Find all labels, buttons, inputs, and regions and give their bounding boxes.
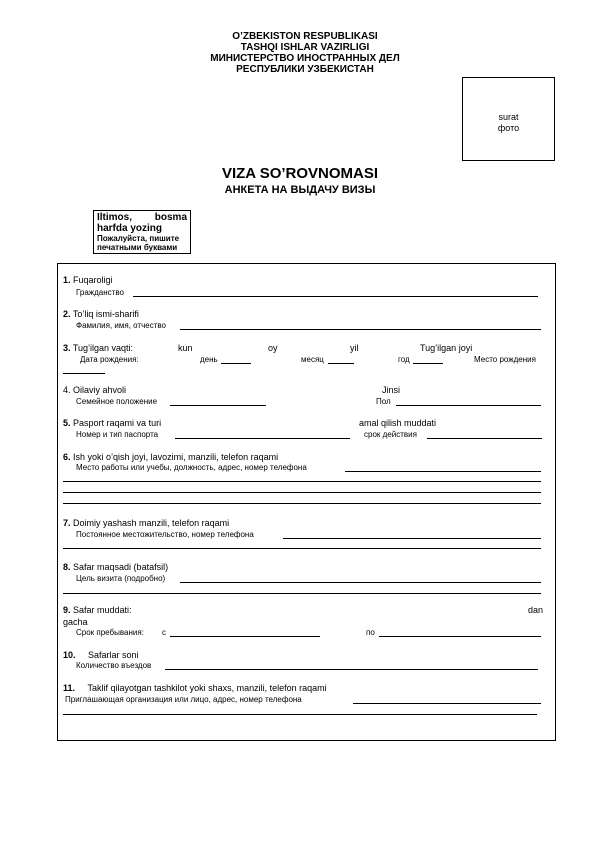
field-9-from-uz: dan — [528, 605, 544, 615]
field-11-number: 11. — [63, 683, 76, 693]
field-8-number: 8. — [63, 562, 71, 572]
field-5-label — [63, 418, 161, 428]
field-3-day-ru: день — [200, 355, 218, 364]
field-6-number: 6. — [63, 452, 71, 462]
notice-ru: Пожалуйста, пишите печатными буквами — [97, 234, 180, 252]
field-11-uz: Taklif qilayotgan tashkilot yoki shaxs, manzili, telefon raqami — [87, 683, 327, 693]
field-1-ru: Гражданство — [76, 288, 124, 297]
field-5-uz: Pasport raqami va turi — [73, 418, 162, 428]
field-3-month-uz: oy — [268, 343, 278, 353]
field-4-number: 4. — [63, 385, 71, 395]
field-5-number: 5. — [63, 418, 71, 428]
field-1-number: 1. — [63, 275, 71, 285]
field-8-uz: Safar maqsadi (batafsil) — [73, 562, 169, 572]
field-3-day-uz: kun — [178, 343, 193, 353]
field-6-input-1[interactable] — [345, 471, 541, 472]
field-9-number: 9. — [63, 605, 71, 615]
field-10-uz: Safarlar soni — [88, 650, 139, 660]
field-9-to-uz: gacha — [63, 617, 88, 627]
field-3-year-ru: год — [398, 355, 410, 364]
field-3-label — [63, 343, 133, 353]
field-11-label — [63, 683, 327, 693]
field-10-ru: Количество въездов — [76, 661, 152, 670]
field-10-label — [63, 650, 139, 660]
field-6-label — [63, 452, 278, 462]
field-8-input-1[interactable] — [180, 582, 541, 583]
field-4-uz: Oilaviy ahvoli — [73, 385, 127, 395]
field-11-input-2[interactable] — [63, 714, 537, 715]
header-line-4: РЕСПУБЛИКИ УЗБЕКИСТАН — [236, 64, 374, 75]
field-6-ru: Место работы или учебы, должность, адрес, номер телефона — [76, 463, 307, 472]
field-4-sex-input[interactable] — [396, 405, 541, 406]
field-4-sex-ru: Пол — [376, 397, 391, 406]
field-4-sex-uz: Jinsi — [382, 385, 401, 395]
field-5-validity-uz: amal qilish muddati — [359, 418, 437, 428]
field-9-uz: Safar muddati: — [73, 605, 132, 615]
form-title-ru: АНКЕТА НА ВЫДАЧУ ВИЗЫ — [224, 184, 376, 196]
field-5-validity-input[interactable] — [427, 438, 542, 439]
header-line-2: TASHQI ISHLAR VAZIRLIGI — [240, 42, 370, 53]
photo-box[interactable] — [462, 77, 555, 161]
photo-label-ru: фото — [497, 123, 520, 133]
field-3-day-input[interactable] — [221, 363, 251, 364]
field-1-uz: Fuqaroligi — [73, 275, 113, 285]
field-10-number: 10. — [63, 650, 76, 660]
field-8-input-2[interactable] — [63, 593, 541, 594]
field-8-ru: Цель визита (подробно) — [76, 574, 166, 583]
photo-label-uz: surat — [498, 112, 519, 122]
field-3-uz: Tug’ilgan vaqti: — [72, 343, 134, 353]
field-9-label — [63, 605, 132, 615]
field-3-year-uz: yil — [350, 343, 359, 353]
field-5-validity-ru: срок действия — [364, 430, 417, 439]
field-7-input-1[interactable] — [283, 538, 541, 539]
field-2-uz: To’liq ismi-sharifi — [72, 309, 139, 319]
field-3-month-input[interactable] — [328, 363, 354, 364]
field-4-label — [63, 385, 126, 395]
field-2-label — [63, 309, 139, 319]
field-3-month-ru: месяц — [301, 355, 324, 364]
field-3-place-ru: Место рождения — [474, 355, 536, 364]
field-6-input-3[interactable] — [63, 492, 541, 493]
field-4-input[interactable] — [170, 405, 266, 406]
field-11-input-1[interactable] — [353, 703, 541, 704]
field-2-ru: Фамилия, имя, отчество — [76, 321, 166, 330]
field-8-label — [63, 562, 168, 572]
field-1-input[interactable] — [133, 296, 538, 297]
field-5-ru: Номер и тип паспорта — [76, 430, 159, 439]
field-4-ru: Семейное положение — [76, 397, 158, 406]
field-9-from-ru: с — [162, 628, 166, 637]
print-notice-box — [93, 210, 191, 254]
field-2-number: 2. — [63, 309, 71, 319]
field-11-ru: Приглашающая организация или лицо, адрес, номер телефона — [65, 695, 302, 704]
field-10-input[interactable] — [165, 669, 538, 670]
field-7-number: 7. — [63, 518, 71, 528]
field-6-uz: Ish yoki o’qish joyi, lavozimi, manzili, telefon raqami — [73, 452, 279, 462]
field-7-input-2[interactable] — [63, 548, 541, 549]
field-9-to-input[interactable] — [379, 636, 541, 637]
field-9-ru: Срок пребывания: — [76, 628, 144, 637]
field-7-ru: Постоянное местожительство, номер телефона — [76, 530, 254, 539]
field-3-place-uz: Tug’ilgan joyi — [420, 343, 473, 353]
field-7-label — [63, 518, 229, 528]
field-3-ru: Дата рождения: — [80, 355, 139, 364]
field-9-to-ru: по — [366, 628, 375, 637]
form-title-uz: VIZA SO’ROVNOMASI — [221, 165, 379, 182]
notice-uz: Iltimos, bosma harfda yozing — [97, 212, 187, 234]
field-3-number: 3. — [63, 343, 71, 353]
field-3-place-input[interactable] — [63, 373, 105, 374]
field-6-input-2[interactable] — [63, 481, 541, 482]
field-7-uz: Doimiy yashash manzili, telefon raqami — [73, 518, 230, 528]
header-line-3: МИНИСТЕРСТВО ИНОСТРАННЫХ ДЕЛ — [210, 53, 400, 64]
field-6-input-4[interactable] — [63, 503, 541, 504]
field-3-year-input[interactable] — [413, 363, 443, 364]
field-1-label — [63, 275, 113, 285]
header-line-1: O’ZBEKISTON RESPUBLIKASI — [232, 31, 378, 42]
field-2-input[interactable] — [180, 329, 541, 330]
field-5-input[interactable] — [175, 438, 350, 439]
field-9-from-input[interactable] — [170, 636, 320, 637]
